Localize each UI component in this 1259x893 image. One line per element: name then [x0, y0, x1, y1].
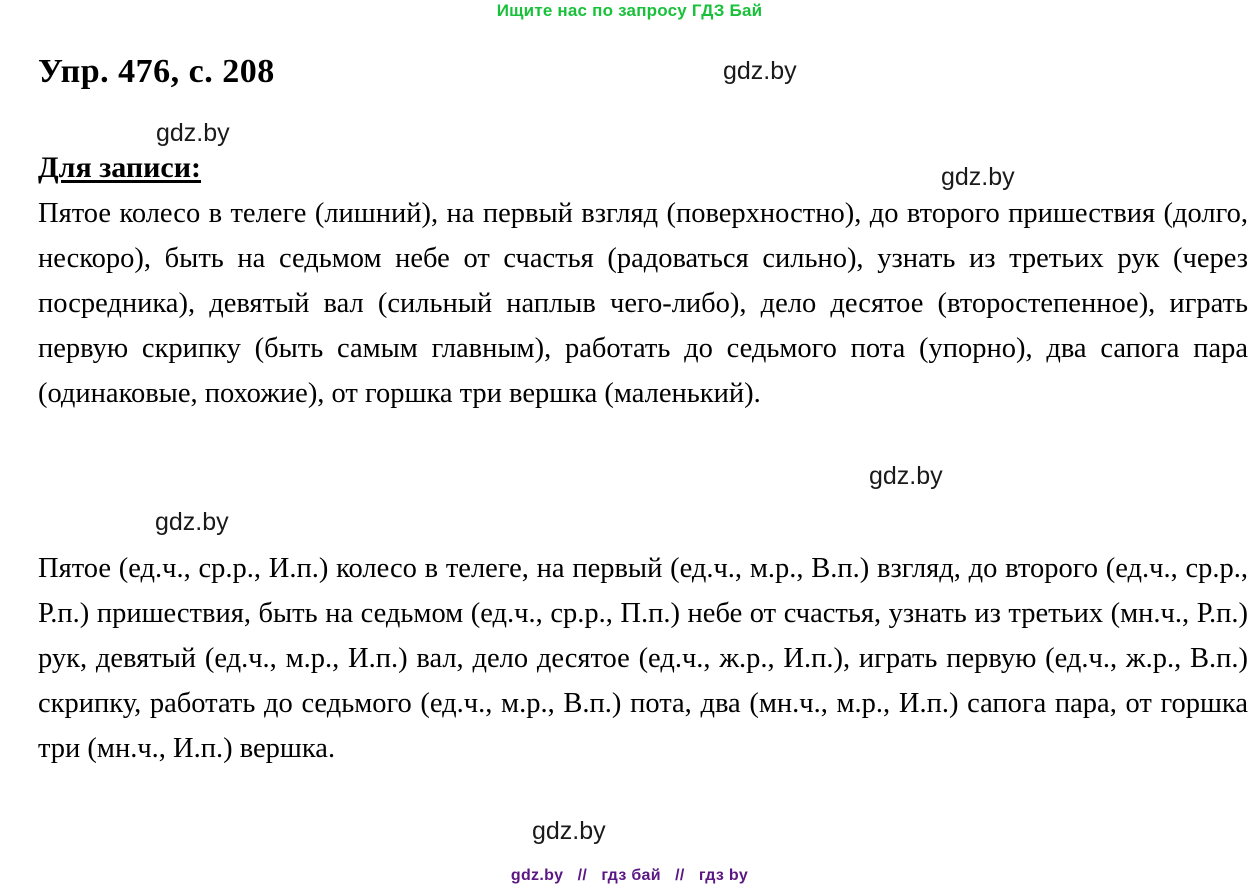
- footer-separator: //: [568, 867, 597, 884]
- footer-link-gdz-by[interactable]: gdz.by: [510, 867, 564, 884]
- promo-banner: Ищите нас по запросу ГДЗ Бай: [496, 1, 763, 20]
- watermark-gdz-by: gdz.by: [723, 57, 797, 85]
- footer-links: [0, 866, 1259, 886]
- watermark-gdz-by: gdz.by: [156, 119, 230, 147]
- watermark-gdz-by: gdz.by: [155, 508, 229, 536]
- paragraph-idioms: Пятое колесо в телеге (лишний), на первый взгляд (поверхностно), до второго пришествия (долго, нескоро), быть на седьмом небе от счастья (радоваться сильно), узнать из третьих рук (через посредника), девятый вал (сильный наплыв чего-либо), дело десятое (второстепенное), играть первую скрипку (быть самым главным), работать до седьмого пота (упорно), два сапога пара (одинаковые, похожие), от горшка три вершка (маленький).: [38, 198, 1248, 409]
- watermark-gdz-by: gdz.by: [941, 163, 1015, 191]
- paragraph-analysis: Пятое (ед.ч., ср.р., И.п.) колесо в телеге, на первый (ед.ч., м.р., В.п.) взгляд, до второго (ед.ч., ср.р., Р.п.) пришествия, быть на седьмом (ед.ч., ср.р., П.п.) небе от счастья, узнать из третьих (мн.ч., Р.п.) рук, девятый (ед.ч., м.р., И.п.) вал, дело десятое (ед.ч., ж.р., И.п.), играть первую (ед.ч., ж.р., В.п.) скрипку, работать до седьмого (ед.ч., м.р., В.п.) пота, два (мн.ч., м.р., И.п.) сапога пара, от горшка три (мн.ч., И.п.) вершка.: [38, 553, 1248, 764]
- footer-link-gdz-by-cyrillic[interactable]: гдз by: [698, 867, 749, 884]
- page-title: Упр. 476, с. 208: [38, 53, 275, 90]
- section-heading: Для записи:: [38, 151, 202, 184]
- footer-link-gdz-bay[interactable]: гдз бай: [601, 867, 661, 884]
- watermark-gdz-by: gdz.by: [869, 462, 943, 490]
- footer-separator: //: [665, 867, 695, 884]
- watermark-gdz-by: gdz.by: [532, 817, 606, 845]
